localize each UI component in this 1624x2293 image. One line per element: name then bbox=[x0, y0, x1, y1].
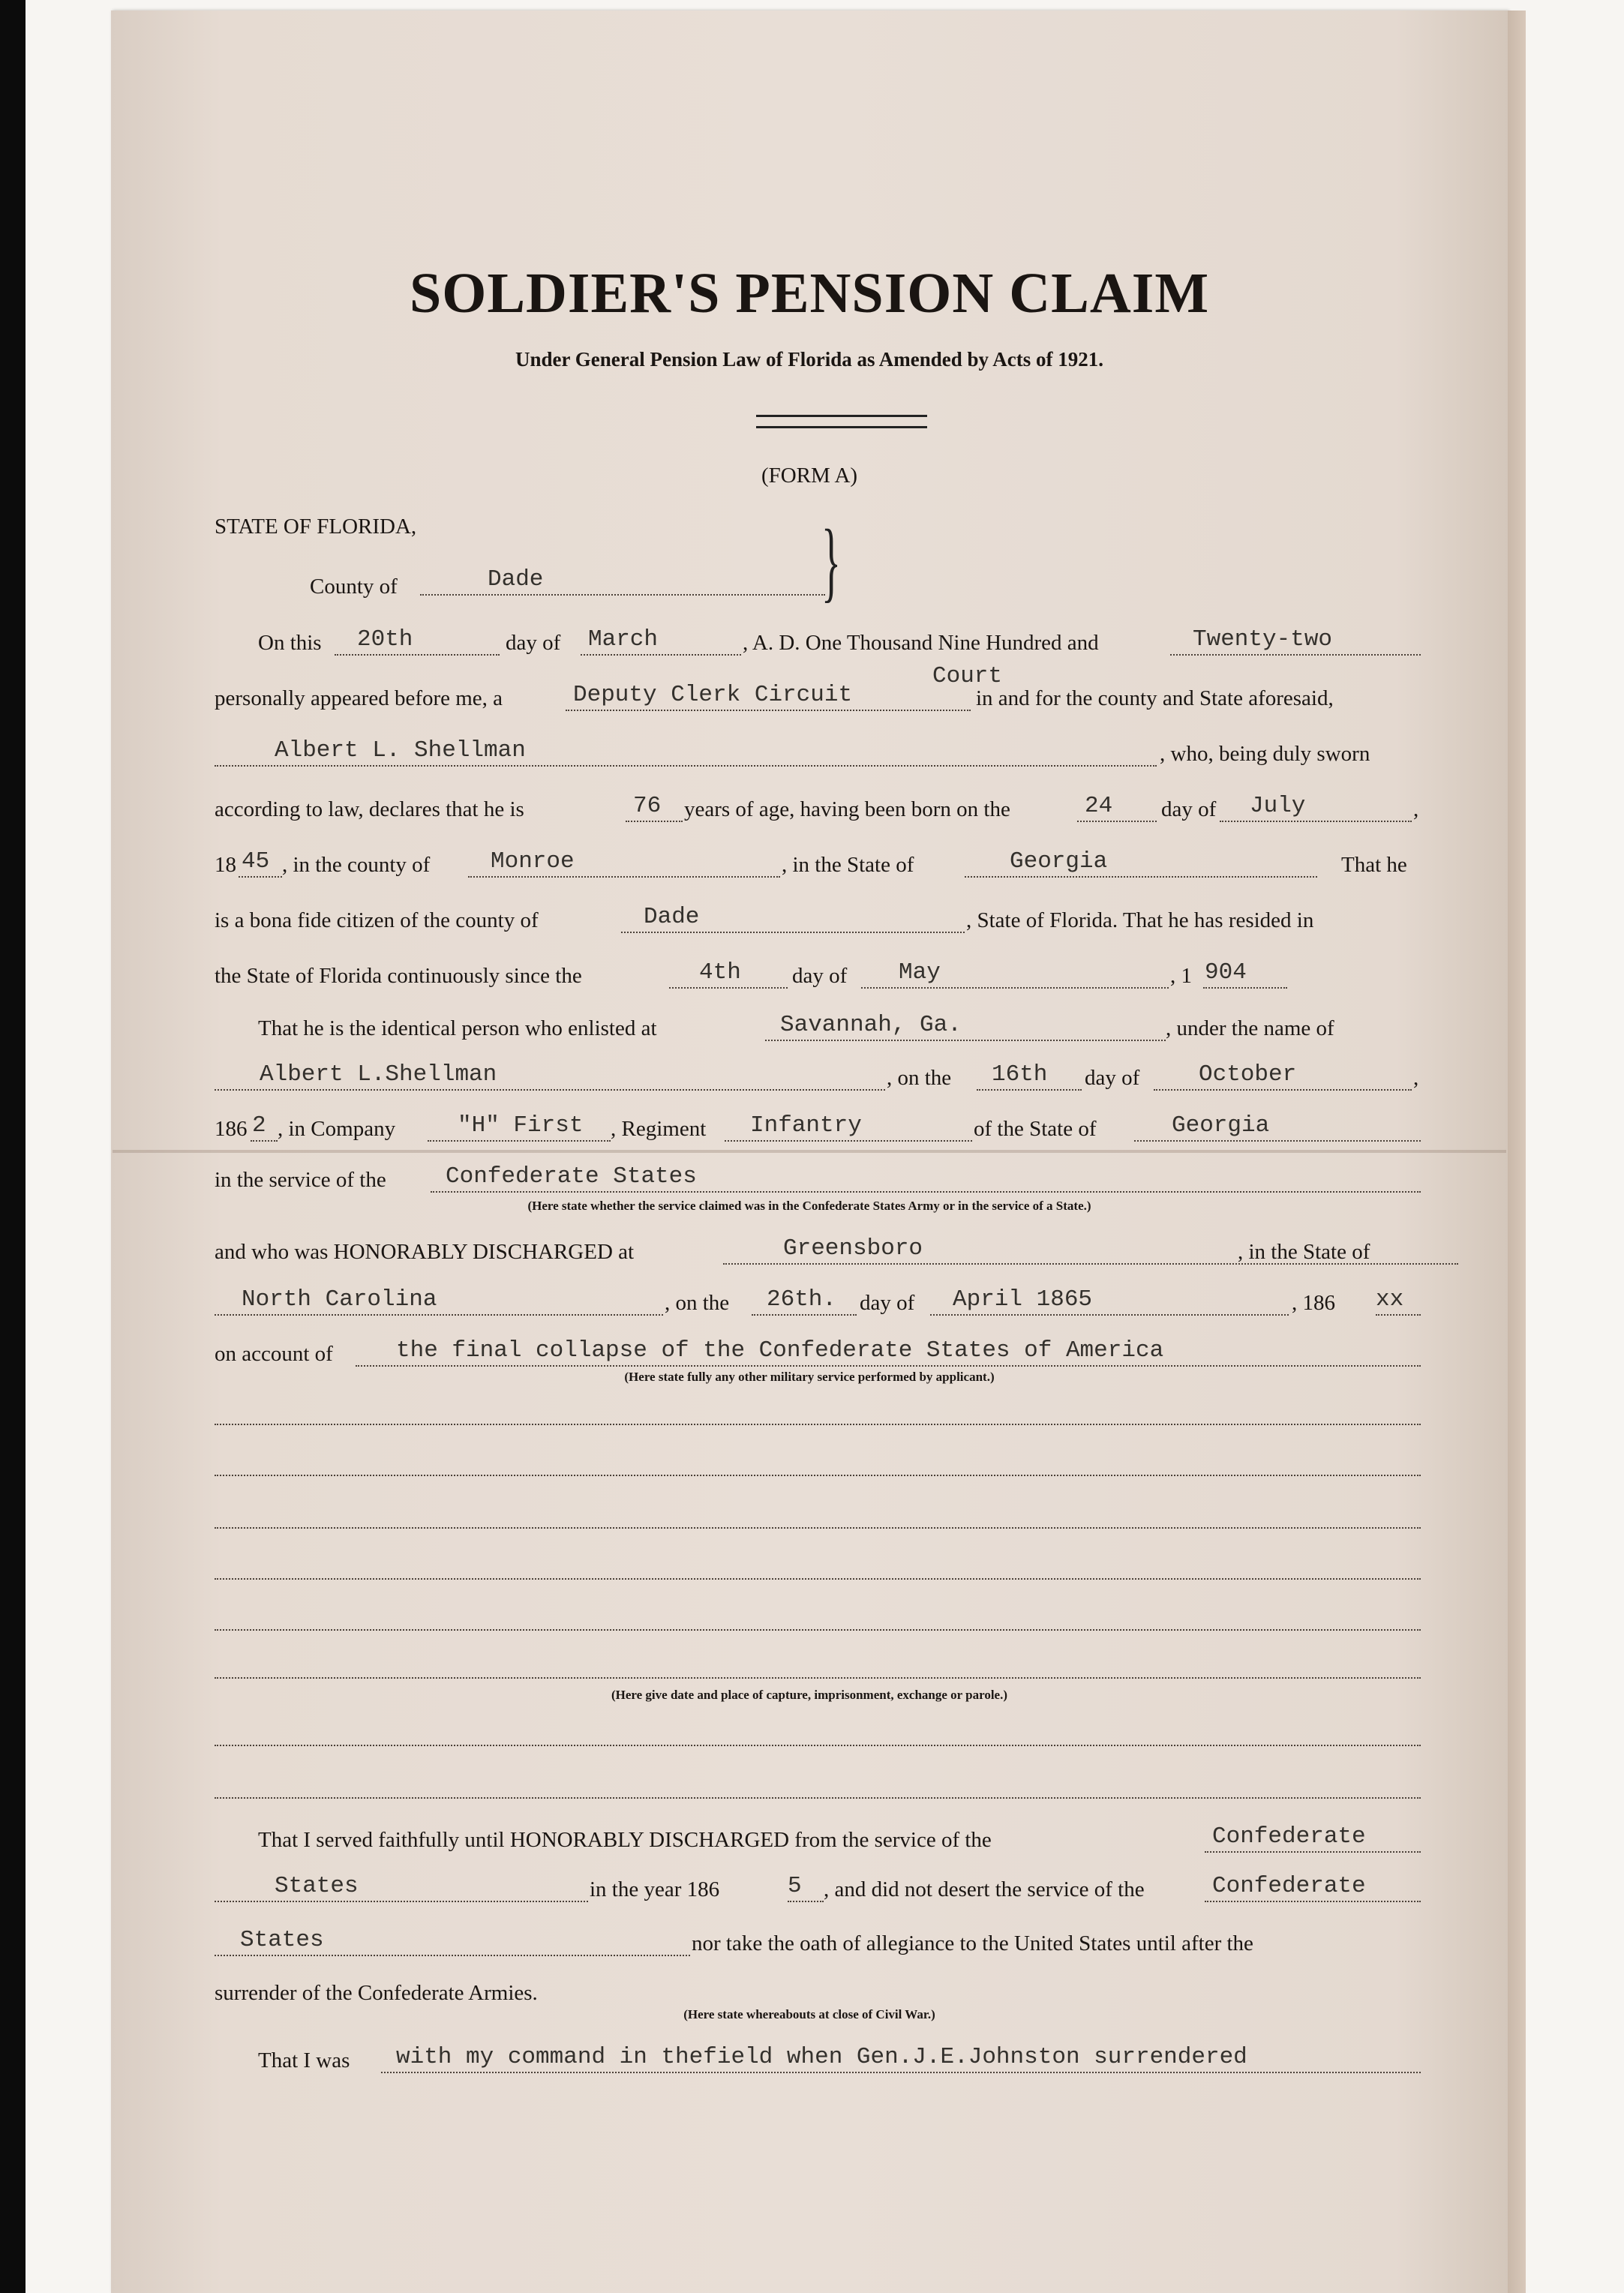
text: , in Company bbox=[278, 1117, 396, 1141]
text: surrender of the Confederate Armies. bbox=[215, 1981, 538, 2005]
text: That he is the identical person who enlisted at bbox=[258, 1016, 657, 1040]
text: , in the State of bbox=[782, 853, 914, 877]
note-whereabouts: (Here state whereabouts at close of Civil War.) bbox=[683, 2007, 935, 2021]
served-year-field bbox=[788, 1873, 824, 1902]
residence-month-value: May bbox=[899, 959, 941, 986]
line-whereabouts bbox=[215, 2042, 1421, 2081]
text: is a bona fide citizen of the county of bbox=[215, 908, 539, 932]
text: , 1 bbox=[1170, 964, 1192, 988]
line-citizen bbox=[215, 902, 1421, 941]
enlist-month-field bbox=[1154, 1061, 1412, 1091]
text: , A. D. One Thousand Nine Hundred and bbox=[743, 631, 1099, 655]
regiment-value: Infantry bbox=[750, 1112, 862, 1139]
residence-day-value: 4th bbox=[699, 959, 741, 986]
oath-value: States bbox=[240, 1927, 324, 1953]
birth-year-field bbox=[239, 848, 282, 878]
birth-day-field bbox=[1077, 793, 1157, 822]
text: , bbox=[1413, 797, 1419, 821]
text: in the service of the bbox=[215, 1168, 386, 1192]
discharge-day-field bbox=[752, 1286, 857, 1316]
line-officer bbox=[215, 680, 1421, 719]
blank-line bbox=[215, 1578, 1421, 1580]
residence-day-field bbox=[669, 959, 788, 989]
text: and who was HONORABLY DISCHARGED at bbox=[215, 1240, 635, 1264]
birth-state-value: Georgia bbox=[1010, 848, 1108, 875]
text: , under the name of bbox=[1166, 1016, 1334, 1040]
line-discharge-date bbox=[215, 1284, 1421, 1323]
whereabouts-value: with my command in thefield when Gen.J.E.Johnston surrendered bbox=[396, 2044, 1247, 2070]
discharge-place-value: Greensboro bbox=[783, 1235, 923, 1262]
scan-border bbox=[0, 0, 26, 2293]
birth-state-field bbox=[965, 848, 1317, 878]
text: That I served faithfully until HONORABLY DISCHARGED from the service of the bbox=[258, 1828, 992, 1852]
blank-line bbox=[215, 1527, 1421, 1529]
day-value: 20th bbox=[357, 626, 413, 653]
text: , bbox=[1413, 1066, 1419, 1090]
line-date bbox=[215, 624, 1421, 663]
officer-value: Deputy Clerk Circuit bbox=[573, 682, 853, 708]
birth-day-value: 24 bbox=[1085, 793, 1113, 819]
line-enlisted bbox=[215, 1010, 1421, 1049]
desert-value: Confederate bbox=[1212, 1873, 1366, 1899]
text: day of bbox=[1161, 797, 1217, 821]
citizen-county-field bbox=[621, 904, 965, 933]
county-label: County of bbox=[310, 575, 398, 599]
text: on account of bbox=[215, 1342, 333, 1366]
age-value: 76 bbox=[633, 793, 662, 819]
name-value: Albert L. Shellman bbox=[275, 737, 526, 764]
text: , in the county of bbox=[282, 853, 431, 877]
line-enlisted-name bbox=[215, 1059, 1421, 1098]
month-value: March bbox=[588, 626, 659, 653]
text: years of age, having been born on the bbox=[684, 797, 1010, 821]
text: day of bbox=[1085, 1066, 1140, 1090]
discharge-state-value: North Carolina bbox=[242, 1286, 437, 1313]
blank-line bbox=[215, 1424, 1421, 1425]
regiment-state-value: Georgia bbox=[1172, 1112, 1270, 1139]
whereabouts-field bbox=[381, 2044, 1421, 2073]
year-field bbox=[1170, 626, 1421, 656]
discharge-month-field bbox=[930, 1286, 1289, 1316]
text: On this bbox=[258, 631, 322, 655]
text: of the State of bbox=[974, 1117, 1097, 1141]
line-age bbox=[215, 791, 1421, 830]
officer-field bbox=[566, 682, 971, 711]
blank-line bbox=[215, 1677, 1421, 1679]
enlisted-place-field bbox=[765, 1012, 1166, 1041]
note-service: (Here state whether the service claimed was in the Confederate States Army or in the service of a State.) bbox=[527, 1199, 1091, 1213]
form-label: (FORM A) bbox=[761, 464, 858, 488]
blank-line bbox=[215, 1629, 1421, 1631]
discharge-year-field bbox=[1376, 1286, 1421, 1316]
account-value: the final collapse of the Confederate States of America bbox=[396, 1337, 1164, 1364]
double-rule bbox=[756, 415, 927, 428]
line-discharged bbox=[215, 1233, 1421, 1272]
text: , State of Florida. That he has resided in bbox=[966, 908, 1314, 932]
state-label: STATE OF FLORIDA, bbox=[215, 515, 417, 539]
month-field bbox=[581, 626, 741, 656]
text: , on the bbox=[665, 1291, 730, 1315]
note-capture: (Here give date and place of capture, imprisonment, exchange or parole.) bbox=[611, 1688, 1008, 1702]
text: That I was bbox=[258, 2048, 350, 2072]
text: day of bbox=[792, 964, 848, 988]
text: according to law, declares that he is bbox=[215, 797, 524, 821]
paper-edge bbox=[1508, 11, 1526, 2293]
note-military: (Here state fully any other military service performed by applicant.) bbox=[624, 1370, 995, 1384]
birth-month-value: July bbox=[1250, 793, 1306, 819]
line-year bbox=[215, 1871, 1421, 1910]
regiment-field bbox=[725, 1112, 972, 1142]
text: , 186 bbox=[1292, 1291, 1335, 1315]
account-field bbox=[356, 1337, 1421, 1367]
discharge-day-value: 26th. bbox=[767, 1286, 837, 1313]
text: the State of Florida continuously since the bbox=[215, 964, 582, 988]
served-cont-value: States bbox=[275, 1873, 359, 1899]
discharge-month-value: April 1865 bbox=[953, 1286, 1093, 1313]
line-served bbox=[215, 1821, 1421, 1860]
served-cont-field bbox=[215, 1873, 588, 1902]
residence-month-field bbox=[861, 959, 1169, 989]
service-field bbox=[431, 1163, 1421, 1193]
regiment-state-field bbox=[1134, 1112, 1421, 1142]
text: , and did not desert the service of the bbox=[824, 1877, 1145, 1901]
court-value: Court bbox=[932, 663, 1003, 689]
text: day of bbox=[860, 1291, 915, 1315]
line-account bbox=[215, 1335, 1421, 1374]
text: , on the bbox=[887, 1066, 952, 1090]
enlisted-place-value: Savannah, Ga. bbox=[780, 1012, 962, 1038]
discharge-state-field bbox=[215, 1286, 663, 1316]
county-value: Dade bbox=[488, 566, 544, 593]
year-value: Twenty-two bbox=[1193, 626, 1333, 653]
company-field bbox=[428, 1112, 611, 1142]
line-service bbox=[215, 1161, 1421, 1200]
discharge-year-value: xx bbox=[1376, 1286, 1404, 1313]
blank-line bbox=[215, 1797, 1421, 1799]
birth-year-value: 45 bbox=[242, 848, 270, 875]
residence-year-field bbox=[1203, 959, 1287, 989]
fold-crease bbox=[113, 1150, 1506, 1153]
enlist-year-value: 2 bbox=[252, 1112, 266, 1139]
line-company bbox=[215, 1110, 1421, 1149]
served-field bbox=[1205, 1823, 1421, 1853]
served-value: Confederate bbox=[1212, 1823, 1366, 1850]
line-name bbox=[215, 735, 1421, 774]
text: , in the State of bbox=[1238, 1240, 1370, 1264]
brace: } bbox=[821, 511, 841, 611]
page-title: SOLDIER'S PENSION CLAIM bbox=[409, 262, 1210, 325]
age-field bbox=[626, 793, 683, 822]
company-value: "H" First bbox=[458, 1112, 584, 1139]
line-residence bbox=[215, 957, 1421, 996]
county-field bbox=[420, 566, 825, 596]
text: in and for the county and State aforesaid, bbox=[976, 686, 1334, 710]
text: 18 bbox=[215, 853, 236, 877]
text: nor take the oath of allegiance to the United States until after the bbox=[692, 1931, 1253, 1955]
service-value: Confederate States bbox=[446, 1163, 697, 1190]
name-field bbox=[215, 737, 1157, 767]
text: 186 bbox=[215, 1117, 248, 1141]
served-year-value: 5 bbox=[788, 1873, 802, 1899]
oath-field bbox=[215, 1927, 690, 1956]
desert-field bbox=[1205, 1873, 1421, 1902]
page-subtitle: Under General Pension Law of Florida as Amended by Acts of 1921. bbox=[515, 348, 1103, 371]
enlist-year-field bbox=[251, 1112, 278, 1142]
residence-year-value: 904 bbox=[1205, 959, 1247, 986]
enlist-day-field bbox=[977, 1061, 1082, 1091]
text: personally appeared before me, a bbox=[215, 686, 503, 710]
enlist-day-value: 16th bbox=[992, 1061, 1048, 1088]
enlist-month-value: October bbox=[1199, 1061, 1297, 1088]
birth-county-value: Monroe bbox=[491, 848, 575, 875]
citizen-county-value: Dade bbox=[644, 904, 700, 930]
text: day of bbox=[506, 631, 561, 655]
blank-line bbox=[215, 1745, 1421, 1746]
text: , who, being duly sworn bbox=[1160, 742, 1370, 766]
day-field bbox=[335, 626, 500, 656]
line-birthplace bbox=[215, 846, 1421, 885]
birth-county-field bbox=[468, 848, 780, 878]
text: , Regiment bbox=[611, 1117, 707, 1141]
text: That he bbox=[1341, 853, 1407, 877]
text: in the year 186 bbox=[590, 1877, 720, 1901]
enlisted-name-value: Albert L.Shellman bbox=[260, 1061, 497, 1088]
line-oath bbox=[215, 1925, 1421, 1964]
blank-line bbox=[215, 1475, 1421, 1476]
enlisted-name-field bbox=[215, 1061, 885, 1091]
birth-month-field bbox=[1220, 793, 1412, 822]
